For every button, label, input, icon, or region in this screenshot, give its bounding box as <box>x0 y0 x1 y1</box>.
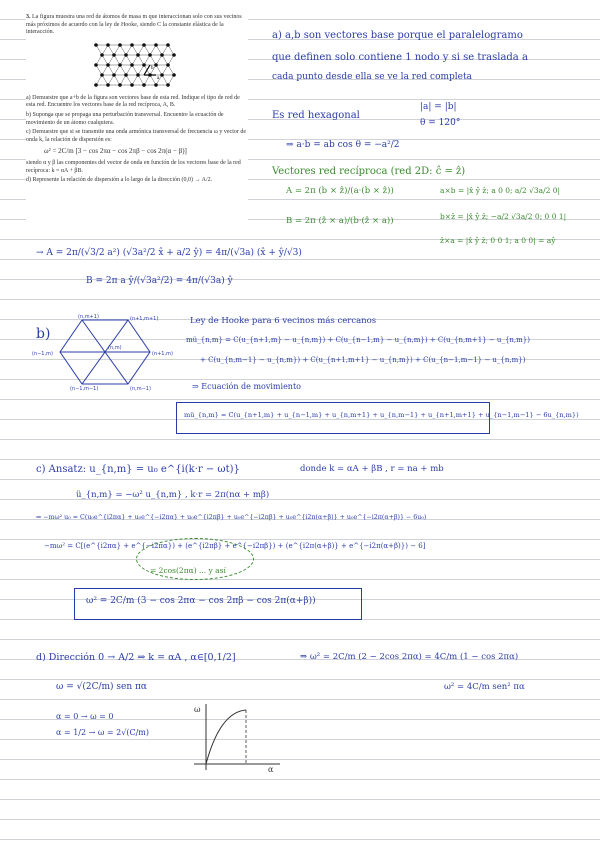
lattice-atom <box>100 73 104 77</box>
label-n-left: (n−1,m) <box>32 351 53 357</box>
lattice-atom <box>136 73 140 77</box>
lattice-atom <box>160 73 164 77</box>
note-c-line4: −mω² = C[(e^{i2πα} + e^{−i2πα}) + (e^{i2πβ} + e^{−i2πβ}) + (e^{i2π(α+β)} + e^{−i2π(α+β)}) − 6] <box>44 542 426 550</box>
lattice-atom <box>130 83 134 87</box>
lattice-atom <box>106 83 110 87</box>
note-c-donde: donde k = αA + βB , r = na + mb <box>300 464 444 474</box>
graph-x-label: α <box>268 765 274 772</box>
label-n-down: (n,m−1) <box>130 386 151 392</box>
problem-number: 3. <box>26 14 31 20</box>
problem-part-d: d) Represente la relación de dispersión a lo largo de la dirección (0,0) → A/2. <box>26 177 213 184</box>
lattice-atom <box>142 83 146 87</box>
dispersion-formula: ω² = 2C/m [3 − cos 2πα − cos 2πβ − cos 2π(α − β)] <box>44 147 187 156</box>
note-a-cond1: |a| = |b| <box>420 102 457 112</box>
lattice-atom <box>166 63 170 67</box>
lattice-atom <box>148 53 152 57</box>
note-d-k0: α = 0 → ω = 0 <box>56 712 114 721</box>
lattice-atom <box>154 83 158 87</box>
note-c-line2: ü_{n,m} = −ω² u_{n,m} , k·r = 2π(nα + mβ) <box>76 490 270 500</box>
note-cross-2: b×ẑ = |x̂ ŷ ẑ; −a/2 √3a/2 0; 0 0 1| <box>440 212 567 221</box>
note-a-line2: que definen solo contiene 1 nodo y si se traslada a <box>272 52 528 63</box>
lattice-atom <box>94 63 98 67</box>
note-d-head: d) Dirección 0 → A/2 ⇒ k = αA , α∈[0,1/2] <box>36 652 236 663</box>
note-a-formula: ⇒ a·b = ab cos θ = −a²/2 <box>286 140 400 150</box>
note-d-k1: α = 1/2 → ω = 2√(C/m) <box>56 728 149 737</box>
eq-line-1: mü_{n,m} = C(u_{n+1,m} − u_{n,m}) + C(u_{n−1,m} − u_{n,m}) + C(u_{n,m+1} − u_{n,m}) <box>186 336 530 344</box>
note-cross-3: ẑ×a = |x̂ ŷ ẑ; 0 0 1; a 0 0| = aŷ <box>440 236 556 245</box>
box-dispersion-text: ω² = 2C/m (3 − cos 2πα − cos 2πβ − cos 2π(α+β)) <box>86 596 316 606</box>
green-ellipse <box>136 538 254 580</box>
lattice-atom <box>154 43 158 47</box>
note-d-alt: ω² = 4C/m sen² πα <box>444 682 525 692</box>
note-B-def: B = 2π (ẑ × a)/(b·(ẑ × a)) <box>286 216 394 226</box>
eq-label: ⇒ Ecuación de movimiento <box>192 382 301 391</box>
dispersion-sketch <box>176 700 286 772</box>
lattice-atom <box>154 63 158 67</box>
lattice-atom <box>118 83 122 87</box>
problem-part-c-cont: siendo α y β las componentes del vector de onda en función de los vectores base de la red recíproca: k = αA + βB. <box>26 159 241 174</box>
note-B-result: B = 2π a ŷ/(√3a²/2) = 4π/(√3a) ŷ <box>86 276 233 286</box>
basis-label-b: b <box>151 65 154 71</box>
note-cross-1: a×b = |x̂ ŷ ẑ; a 0 0; a/2 √3a/2 0| <box>440 186 561 195</box>
note-b-head: b) <box>36 326 51 342</box>
note-a-line3: cada punto desde ella se ve la red completa <box>272 72 472 82</box>
note-A-result: → A = 2π/(√3/2 a²) (√3a²/2 x̂ + a/2 ŷ) = 4π/(√3a) (x̂ + ŷ/√3) <box>36 248 302 258</box>
note-b-text: Ley de Hooke para 6 vecinos más cercanos <box>190 316 377 326</box>
note-d-omega: ω = √(2C/m) sen πα <box>56 682 147 692</box>
note-c-head: c) Ansatz: u_{n,m} = u₀ e^{i(k·r − ωt)} <box>36 464 240 475</box>
label-center: (n,m) <box>108 345 122 351</box>
note-a-head: a) a,b son vectores base porque el paralelogramo <box>272 30 523 41</box>
lattice-atom <box>172 53 176 57</box>
lattice-atom <box>166 83 170 87</box>
lattice-atom <box>106 43 110 47</box>
lattice-atom <box>100 53 104 57</box>
label-n-upr: (n+1,m+1) <box>130 316 159 322</box>
note-d-result: ⇒ ω² = 2C/m (2 − 2cos 2πα) = 4C/m (1 − cos 2πα) <box>300 652 519 662</box>
label-n-up: (n,m+1) <box>78 314 99 320</box>
problem-statement <box>26 14 248 220</box>
box-eq-motion-text: mü_{n,m} = C(u_{n+1,m} + u_{n−1,m} + u_{n,m+1} + u_{n,m−1} + u_{n+1,m+1} + u_{n−1,m−1} − 6u_{n,m}) <box>184 411 579 419</box>
lattice-atom <box>112 53 116 57</box>
lattice-atom <box>124 73 128 77</box>
problem-intro: La figura muestra una red de átomos de masa m que interaccionan solo con sus vecinos más próximos de acuerdo con la ley de Hooke, siendo C la constante elástica de la interacción. <box>26 14 242 36</box>
problem-part-a: a) Demuestre que a+b de la figura son vectores base de esta red. Indique el tipo de red de esta red. Encuentre los vectores base de la red recíproca, A, B. <box>26 94 240 109</box>
lattice-figure <box>86 39 182 93</box>
graph-y-label: ω <box>194 705 201 714</box>
lattice-atom <box>118 63 122 67</box>
note-A-def: A = 2π (b × ẑ)/(a·(b × ẑ)) <box>286 186 394 196</box>
note-a-cond2: θ = 120° <box>420 118 461 128</box>
lattice-atom <box>142 43 146 47</box>
lattice-atom <box>94 83 98 87</box>
basis-label-a: a <box>157 75 160 81</box>
note-a-type: Es red hexagonal <box>272 110 360 121</box>
lattice-atom <box>130 63 134 67</box>
lattice-atom <box>118 43 122 47</box>
lattice-atom <box>130 43 134 47</box>
lattice-atom <box>172 73 176 77</box>
label-n-downl: (n−1,m−1) <box>70 386 99 392</box>
note-c-aside: = 2cos(2πα) ... y así <box>150 566 226 575</box>
lattice-atom <box>142 63 146 67</box>
lattice-atom <box>160 53 164 57</box>
note-recip-head: Vectores red recíproca (red 2D: ĉ = ẑ) <box>272 166 466 177</box>
label-n-right: (n+1,m) <box>152 351 173 357</box>
lattice-atom <box>166 43 170 47</box>
problem-part-b: b) Suponga que se propaga una perturbación transversal. Encuentre la ecuación de movimiento de un átomo cualquiera. <box>26 111 224 126</box>
hex-neighbors-diagram <box>30 312 180 392</box>
lattice-atom <box>106 63 110 67</box>
eq-line-2: + C(u_{n,m−1} − u_{n,m}) + C(u_{n+1,m+1} − u_{n,m}) + C(u_{n−1,m−1} − u_{n,m}) <box>200 356 526 364</box>
problem-part-c: c) Demuestre que si se transmite una onda armónica transversal de frecuencia ω y vector de onda k, la relación de dispersión es: <box>26 129 247 143</box>
note-c-line3: ⇒ −mω² u₀ = C(u₀e^{i2πα} + u₀e^{−i2πα} + u₀e^{i2πβ} + u₀e^{−i2πβ} + u₀e^{i2π(α+β)} + u₀e^{−i2π(α+β)} − 6u₀) <box>36 514 427 521</box>
lattice-atom <box>124 53 128 57</box>
lattice-atom <box>136 53 140 57</box>
lattice-atom <box>94 43 98 47</box>
lattice-atom <box>112 73 116 77</box>
